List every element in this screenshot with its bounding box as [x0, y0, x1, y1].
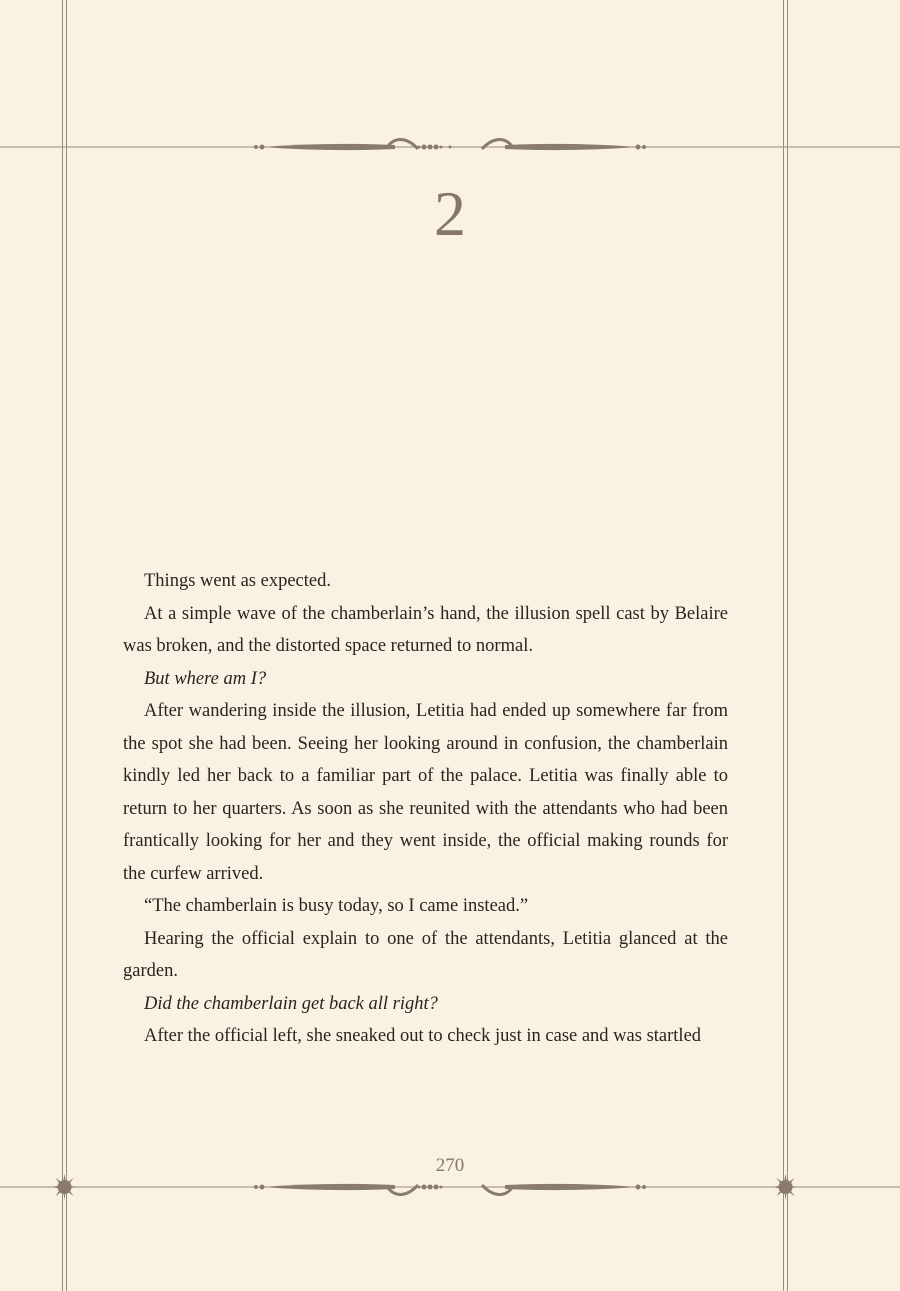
- paragraph: Hearing the official explain to one of the attendants, Letitia glanced at the garden.: [123, 928, 728, 981]
- bottom-rule-ornament: [0, 1184, 900, 1195]
- paragraph: At a simple wave of the chamberlain’s hand, the illusion spell cast by Belaire was broken, and the distorted space returned to normal.: [123, 603, 728, 656]
- paragraph: “The chamberlain is busy today, so I came instead.”: [144, 896, 529, 916]
- body-text: [123, 565, 728, 1053]
- paragraph: After wandering inside the illusion, Letitia had ended up somewhere far from the spot she had been. Seeing her looking around in confusion, the chamberlain kindly led her back to a familiar part of the palace. Letitia was finally able to return to her quarters. As soon as she reunited with the attendants who had been frantically looking for her and they went inside, the official making rounds for the curfew arrived.: [123, 701, 728, 884]
- italic-thought: Did the chamberlain get back all right?: [144, 993, 438, 1014]
- page-number: 270: [435, 1155, 465, 1176]
- chapter-number: 2: [434, 178, 466, 249]
- paragraph: Things went as expected.: [144, 571, 331, 591]
- top-rule-ornament: [0, 140, 900, 151]
- paragraph: After the official left, she sneaked out to check just in case and was startled: [144, 1026, 702, 1046]
- italic-thought: But where am I?: [144, 668, 267, 689]
